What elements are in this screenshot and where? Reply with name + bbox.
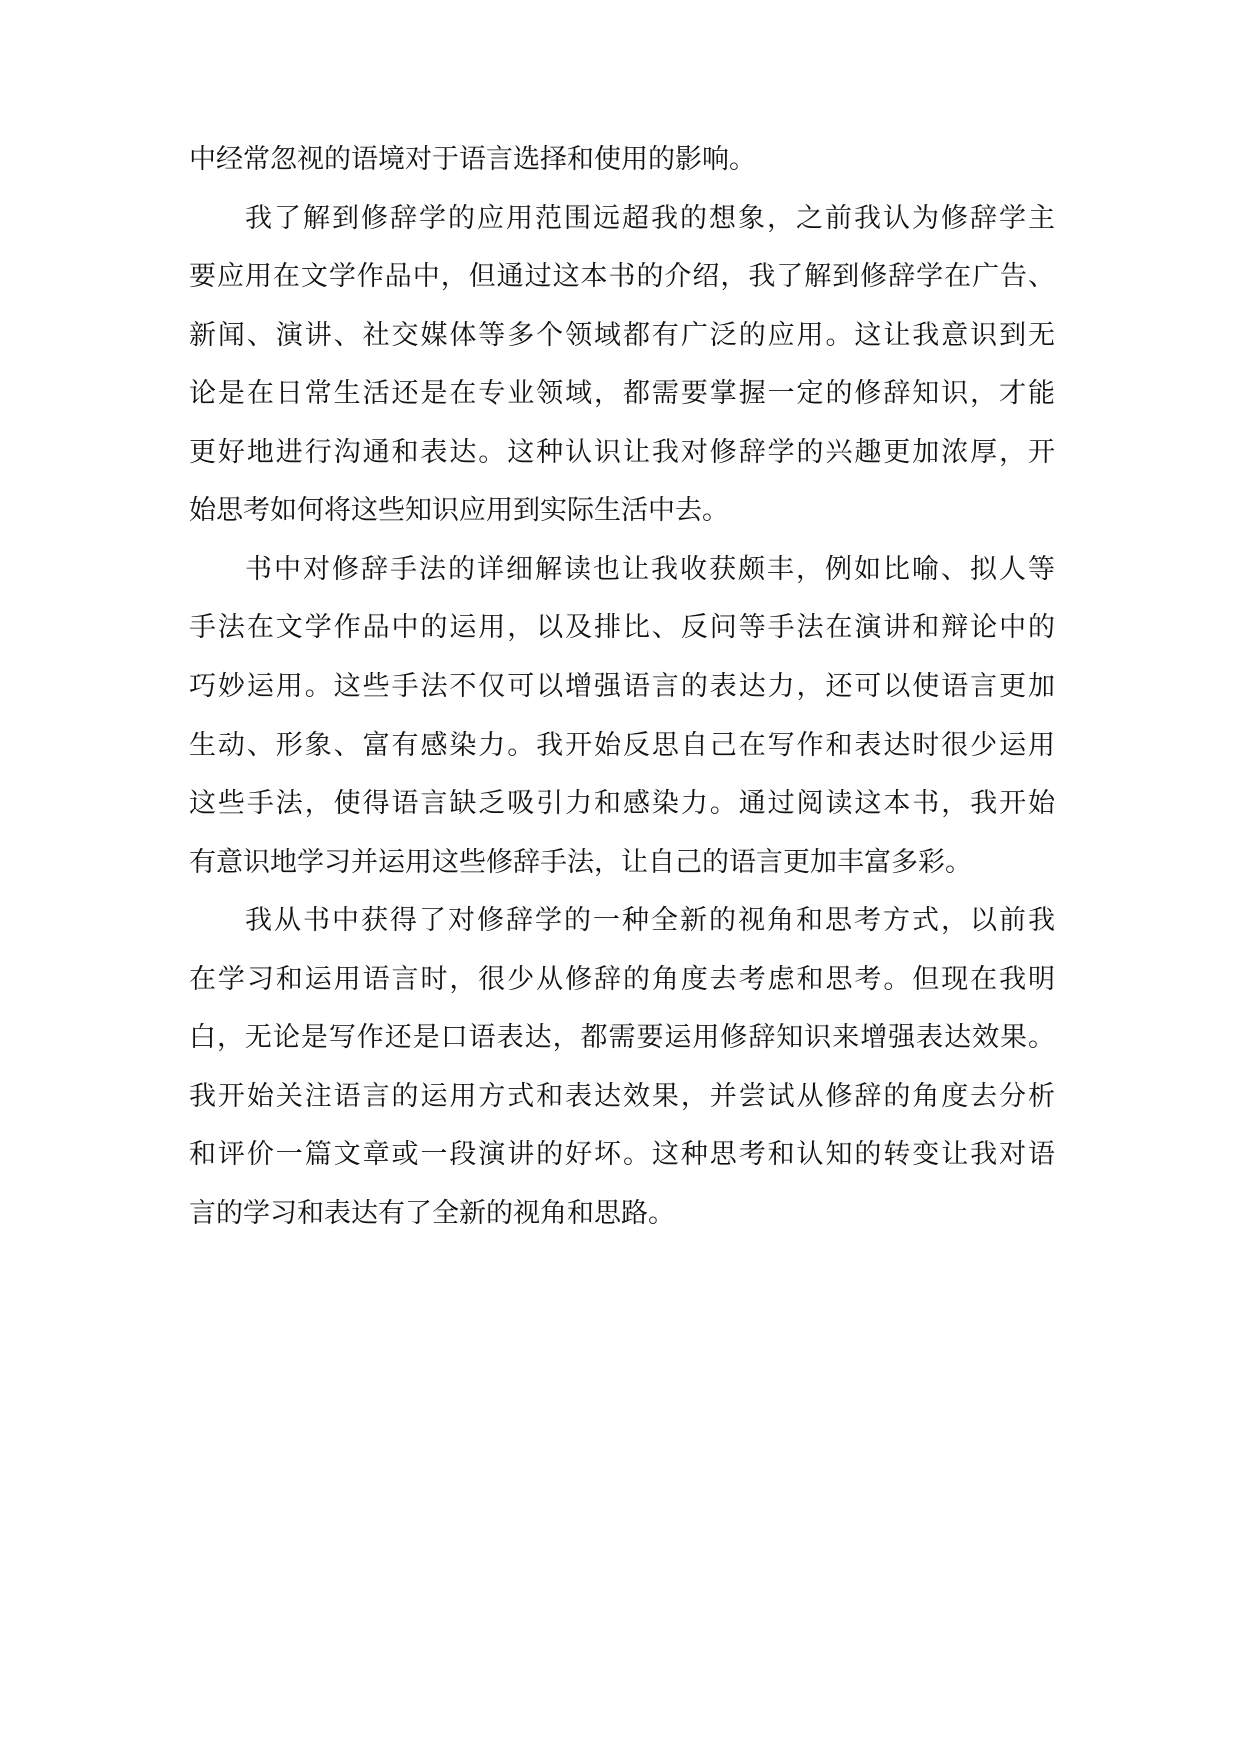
text-line: 生动、形象、富有感染力。我开始反思自己在写作和表达时很少运用 <box>189 730 1055 761</box>
text-line: 巧妙运用。这些手法不仅可以增强语言的表达力，还可以使语言更加 <box>189 671 1055 702</box>
text-line: 白，无论是写作还是口语表达，都需要运用修辞知识来增强表达效果。 <box>189 1022 1055 1053</box>
text-line: 中经常忽视的语境对于语言选择和使用的影响。 <box>189 144 756 175</box>
text-line: 新闻、演讲、社交媒体等多个领域都有广泛的应用。这让我意识到无 <box>189 320 1055 351</box>
text-line: 更好地进行沟通和表达。这种认识让我对修辞学的兴趣更加浓厚，开 <box>189 437 1055 468</box>
text-line-paragraph-start: 书中对修辞手法的详细解读也让我收获颇丰，例如比喻、拟人等 <box>245 554 1055 585</box>
text-line-paragraph-start: 我了解到修辞学的应用范围远超我的想象，之前我认为修辞学主 <box>245 203 1055 234</box>
text-line: 有意识地学习并运用这些修辞手法，让自己的语言更加丰富多彩。 <box>189 847 972 878</box>
text-line: 手法在文学作品中的运用，以及排比、反问等手法在演讲和辩论中的 <box>189 612 1055 643</box>
text-line: 论是在日常生活还是在专业领域，都需要掌握一定的修辞知识，才能 <box>189 378 1055 409</box>
text-line-paragraph-start: 我从书中获得了对修辞学的一种全新的视角和思考方式，以前我 <box>245 905 1055 936</box>
text-line: 我开始关注语言的运用方式和表达效果，并尝试从修辞的角度去分析 <box>189 1081 1055 1112</box>
text-line: 始思考如何将这些知识应用到实际生活中去。 <box>189 495 729 526</box>
text-line: 在学习和运用语言时，很少从修辞的角度去考虑和思考。但现在我明 <box>189 964 1055 995</box>
text-line: 这些手法，使得语言缺乏吸引力和感染力。通过阅读这本书，我开始 <box>189 788 1055 819</box>
text-line: 言的学习和表达有了全新的视角和思路。 <box>189 1198 675 1229</box>
text-line: 和评价一篇文章或一段演讲的好坏。这种思考和认知的转变让我对语 <box>189 1139 1055 1170</box>
text-line: 要应用在文学作品中，但通过这本书的介绍，我了解到修辞学在广告、 <box>189 261 1055 292</box>
